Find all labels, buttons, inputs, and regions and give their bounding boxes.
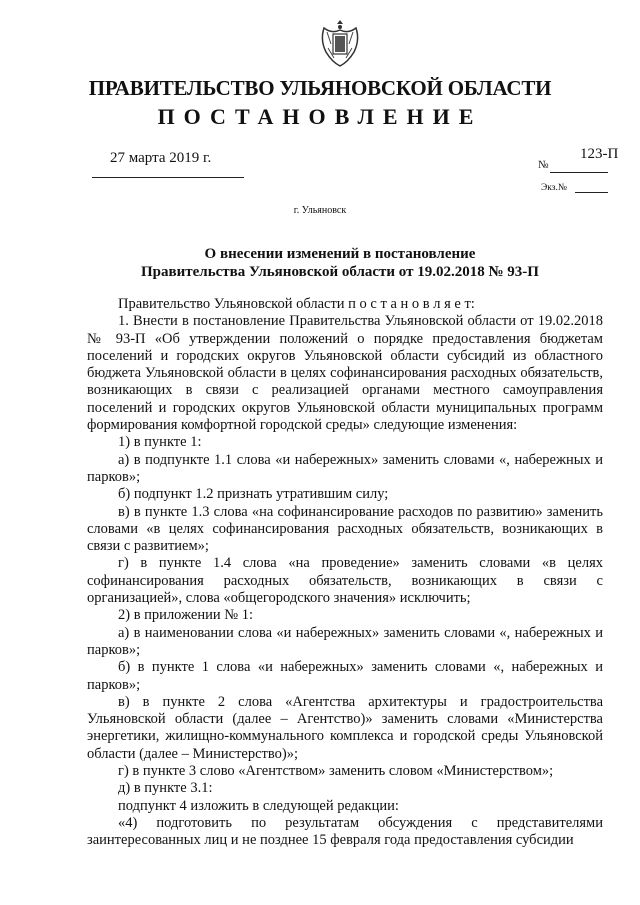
paragraph: 1. Внести в постановление Правительства Ульяновской области от 19.02.2018 № 93-П «Об утверждении положений о порядке предоставления бюджетам поселений и городских округов Ульяновской области субсидий из областного бюджета Ульяновской области в целях софинансирования расходных обязательств, возникающих в связи с реализацией органами местного самоуправления поселений и городских округов Ульяновской области муниципальных программ формирования комфортной городской среды» следующие изменения: xyxy=(87,313,603,434)
paragraph: б) подпункт 1.2 признать утратившим силу; xyxy=(118,486,389,503)
document-number: 123-П xyxy=(580,146,619,162)
paragraph: д) в пункте 3.1: xyxy=(118,780,213,797)
paragraph: г) в пункте 1.4 слова «на проведение» заменить словами «в целях софинансирования расходных обязательств, возникающих в связи с организацией», слова «общегородского значения» исключить; xyxy=(87,555,603,607)
paragraph: Правительство Ульяновской области п о с т а н о в л я е т: xyxy=(118,296,475,312)
number-label: № xyxy=(538,159,549,171)
document-title xyxy=(60,245,620,281)
paragraph: в) в пункте 1.3 слова «на софинансирование расходов по развитию» заменить словами «в целях софинансирования расходных обязательств, возникающих в связи с развитием»; xyxy=(87,503,603,555)
paragraph: «4) подготовить по результатам обсуждения с представителями заинтересованных лиц и не позднее 15 февраля года предоставления субсидии xyxy=(87,814,603,849)
government-name: ПРАВИТЕЛЬСТВО УЛЬЯНОВСКОЙ ОБЛАСТИ xyxy=(88,76,552,100)
date-underline xyxy=(92,177,244,178)
title-line-1: О внесении изменений в постановление xyxy=(204,246,476,262)
copy-underline xyxy=(575,192,608,193)
document-type: ПОСТАНОВЛЕНИЕ xyxy=(157,104,483,129)
number-underline xyxy=(550,172,608,173)
title-line-2: Правительства Ульяновской области от 19.02.2018 № 93-П xyxy=(141,264,539,280)
paragraph: а) в наименовании слова «и набережных» заменить словами «, набережных и парков»; xyxy=(87,624,603,658)
paragraph: 1) в пункте 1: xyxy=(118,434,202,451)
city: г. Ульяновск xyxy=(293,205,347,216)
paragraph: г) в пункте 3 слово «Агентством» заменить словом «Министерством»; xyxy=(118,763,554,780)
paragraph: 2) в приложении № 1: xyxy=(118,607,253,624)
document-body xyxy=(87,296,603,850)
paragraph: б) в пункте 1 слова «и набережных» заменить словами «, набережных и парков»; xyxy=(87,659,603,693)
paragraph: подпункт 4 изложить в следующей редакции: xyxy=(118,797,399,814)
coat-of-arms-icon xyxy=(318,18,362,68)
paragraph: в) в пункте 2 слова «Агентства архитектуры и градостроительства Ульяновской области (далее – Агентство)» заменить словами «Министерства энергетики, жилищно-коммунального комплекса и городской среды Ульяновской области (далее – Министерство)»; xyxy=(87,693,603,762)
document-date: 27 марта 2019 г. xyxy=(110,150,212,166)
copy-label: Экз.№ xyxy=(541,183,567,193)
paragraph: а) в подпункте 1.1 слова «и набережных» заменить словами «, набережных и парков»; xyxy=(87,451,603,485)
